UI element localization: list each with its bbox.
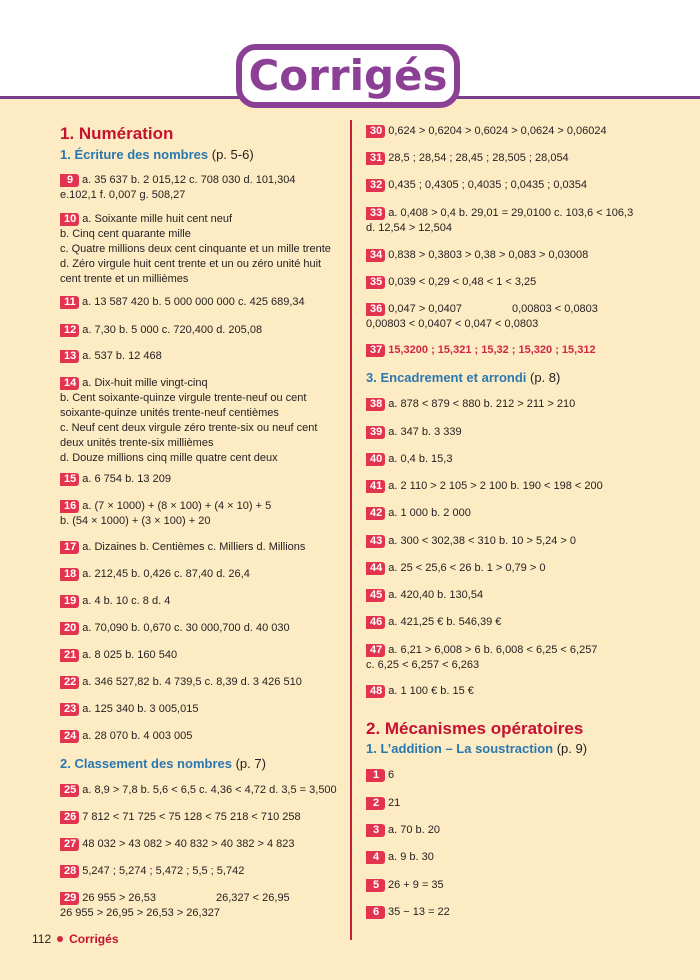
exercise-44 xyxy=(366,561,545,576)
exercise-number: 9 xyxy=(60,174,79,187)
exercise-10 xyxy=(60,212,331,287)
answer-line: a. 70,090 b. 0,670 c. 30 000,700 d. 40 030 xyxy=(82,622,290,634)
exercise-number: 2 xyxy=(366,797,385,810)
exercise-number: 29 xyxy=(60,892,79,905)
exercise-number: 24 xyxy=(60,730,79,743)
exercise-46 xyxy=(366,615,501,630)
exercise-number: 16 xyxy=(60,500,79,513)
exercise-38 xyxy=(366,397,575,412)
answer-line: d. Zéro virgule huit cent trente et un ou zéro unité huit xyxy=(60,258,322,270)
answer-line: a. 300 < 302,38 < 310 b. 10 > 5,24 > 0 xyxy=(388,535,577,547)
answer-line: 15,3200 ; 15,321 ; 15,32 ; 15,320 ; 15,312 xyxy=(388,344,596,356)
subheading-ecriture xyxy=(60,147,254,162)
subheading-title: 2. Classement des nombres xyxy=(60,756,232,771)
exercise-number: 38 xyxy=(366,398,385,411)
subheading-title: 1. L’addition – La soustraction xyxy=(366,741,554,756)
exercise-33 xyxy=(366,206,633,236)
subheading-pages: (p. 7) xyxy=(235,756,266,771)
answer-line: a. 1 000 b. 2 000 xyxy=(388,507,471,519)
answer-line: 26 955 > 26,95 > 26,53 > 26,327 xyxy=(60,907,220,919)
answer-line: a. 2 110 > 2 105 > 2 100 b. 190 < 198 < 200 xyxy=(388,480,603,492)
exercise-number: 17 xyxy=(60,541,79,554)
answer-line: c. Quatre millions deux cent cinquante et un mille trente xyxy=(60,243,331,255)
answer-line: a. 6 754 b. 13 209 xyxy=(82,473,171,485)
answer-line: a. 125 340 b. 3 005,015 xyxy=(82,703,199,715)
answer-line: 0,00803 < 0,0803 xyxy=(511,303,598,315)
exercise-number: 1 xyxy=(366,769,385,782)
subheading-encadrement xyxy=(366,370,560,385)
exercise-number: 11 xyxy=(60,296,79,309)
answer-line: a. 347 b. 3 339 xyxy=(388,426,462,438)
exercise-number: 25 xyxy=(60,784,79,797)
exercise-number: 10 xyxy=(60,213,79,226)
exercise-37 xyxy=(366,343,596,358)
exercise-24 xyxy=(60,729,192,744)
exercise-14 xyxy=(60,376,317,466)
answer-line: c. Neuf cent deux virgule zéro trente-six ou neuf cent xyxy=(60,422,318,434)
exercise-26 xyxy=(60,810,301,825)
exercise-number: 35 xyxy=(366,276,385,289)
answer-line: a. 35 637 b. 2 015,12 c. 708 030 d. 101,304 xyxy=(82,174,296,186)
exercise-number: 42 xyxy=(366,507,385,520)
column-divider xyxy=(350,120,352,940)
answer-line: a. 7,30 b. 5 000 c. 720,400 d. 205,08 xyxy=(82,324,263,336)
exercise-number: 26 xyxy=(60,811,79,824)
exercise-number: 32 xyxy=(366,179,385,192)
answer-line: cent trente et un millièmes xyxy=(60,273,189,285)
exercise-40 xyxy=(366,452,452,467)
exercise-30 xyxy=(366,124,607,139)
subheading-pages: (p. 9) xyxy=(556,741,588,756)
exercise-number: 41 xyxy=(366,480,385,493)
exercise-39 xyxy=(366,425,462,440)
exercise-number: 13 xyxy=(60,350,79,363)
exercise-16 xyxy=(60,499,271,529)
answer-line: e.102,1 f. 0,007 g. 508,27 xyxy=(60,189,186,201)
answer-line: a. 0,408 > 0,4 b. 29,01 = 29,0100 c. 103,6 < 106,3 xyxy=(388,207,634,219)
exercise-19 xyxy=(60,594,170,609)
answer-line: 26,327 < 26,95 xyxy=(215,892,290,904)
answer-line: 0,047 > 0,0407 xyxy=(388,303,462,315)
answer-line: a. 13 587 420 b. 5 000 000 000 c. 425 689,34 xyxy=(82,296,305,308)
page-footer xyxy=(32,932,119,946)
answer-line: a. 4 b. 10 c. 8 d. 4 xyxy=(82,595,171,607)
answer-line: a. 421,25 € b. 546,39 € xyxy=(388,616,502,628)
bullet-icon xyxy=(57,936,63,942)
page-title: Corrigés xyxy=(248,51,448,100)
answer-line: b. (54 × 1000) + (3 × 100) + 20 xyxy=(60,515,211,527)
exercise-45 xyxy=(366,588,483,603)
exercise-number: 46 xyxy=(366,616,385,629)
operation-6 xyxy=(366,905,450,920)
answer-line: 0,838 > 0,3803 > 0,38 > 0,083 > 0,03008 xyxy=(388,249,589,261)
exercise-number: 20 xyxy=(60,622,79,635)
exercise-15 xyxy=(60,472,171,487)
exercise-number: 40 xyxy=(366,453,385,466)
answer-line: a. 70 b. 20 xyxy=(388,824,440,836)
exercise-number: 14 xyxy=(60,377,79,390)
subheading-pages: (p. 5-6) xyxy=(211,147,254,162)
exercise-29 xyxy=(60,891,290,921)
answer-line: a. 346 527,82 b. 4 739,5 c. 8,39 d. 3 426 510 xyxy=(82,676,302,688)
exercise-number: 19 xyxy=(60,595,79,608)
exercise-35 xyxy=(366,275,536,290)
subheading-classement xyxy=(60,756,266,771)
subheading-pages: (p. 8) xyxy=(530,370,561,385)
exercise-12 xyxy=(60,323,262,338)
exercise-42 xyxy=(366,506,471,521)
exercise-number: 33 xyxy=(366,207,385,220)
answer-line: a. 420,40 b. 130,54 xyxy=(388,589,484,601)
exercise-number: 5 xyxy=(366,879,385,892)
exercise-number: 37 xyxy=(366,344,385,357)
exercise-48 xyxy=(366,684,474,699)
answer-line: 5,247 ; 5,274 ; 5,472 ; 5,5 ; 5,742 xyxy=(82,865,245,877)
exercise-21 xyxy=(60,648,177,663)
exercise-number: 31 xyxy=(366,152,385,165)
answer-line: 35 − 13 = 22 xyxy=(388,906,450,918)
exercise-27 xyxy=(60,837,295,852)
operation-5 xyxy=(366,878,444,893)
exercise-11 xyxy=(60,295,305,310)
subheading-addition xyxy=(366,741,587,756)
section-heading-numeration: 1. Numération xyxy=(60,124,174,143)
answer-line: a. Soixante mille huit cent neuf xyxy=(82,213,233,225)
exercise-43 xyxy=(366,534,576,549)
answer-line: a. 537 b. 12 468 xyxy=(82,350,162,362)
exercise-31 xyxy=(366,151,569,166)
answer-line: 0,435 ; 0,4305 ; 0,4035 ; 0,0435 ; 0,0354 xyxy=(388,179,588,191)
answer-line: a. 9 b. 30 xyxy=(388,851,434,863)
exercise-28 xyxy=(60,864,244,879)
exercise-number: 45 xyxy=(366,589,385,602)
section-heading-mecanismes: 2. Mécanismes opératoires xyxy=(366,719,584,738)
page-number: 112 xyxy=(32,932,52,946)
exercise-number: 12 xyxy=(60,324,79,337)
answer-line: d. 12,54 > 12,504 xyxy=(366,222,452,234)
answer-line: 0,00803 < 0,0407 < 0,047 < 0,0803 xyxy=(366,318,539,330)
exercise-number: 27 xyxy=(60,838,79,851)
exercise-number: 15 xyxy=(60,473,79,486)
exercise-number: 47 xyxy=(366,644,385,657)
answer-line: a. 878 < 879 < 880 b. 212 > 211 > 210 xyxy=(388,398,576,410)
exercise-25 xyxy=(60,783,337,798)
answer-line: 26 + 9 = 35 xyxy=(388,879,444,891)
answer-line: 7 812 < 71 725 < 75 128 < 75 218 < 710 258 xyxy=(82,811,301,823)
answer-line: 28,5 ; 28,54 ; 28,45 ; 28,505 ; 28,054 xyxy=(388,152,569,164)
answer-line: 21 xyxy=(388,797,401,809)
exercise-13 xyxy=(60,349,162,364)
operation-1 xyxy=(366,768,394,783)
subheading-title: 1. Écriture des nombres xyxy=(60,147,209,162)
exercise-number: 44 xyxy=(366,562,385,575)
exercise-number: 43 xyxy=(366,535,385,548)
answer-line: deux unités trente-six millièmes xyxy=(60,437,214,449)
exercise-36 xyxy=(366,302,598,332)
answer-line: a. 0,4 b. 15,3 xyxy=(388,453,453,465)
exercise-number: 21 xyxy=(60,649,79,662)
answer-line: a. 25 < 25,6 < 26 b. 1 > 0,79 > 0 xyxy=(388,562,546,574)
exercise-number: 22 xyxy=(60,676,79,689)
answer-line: b. Cinq cent quarante mille xyxy=(60,228,191,240)
exercise-22 xyxy=(60,675,302,690)
answer-line: a. 1 100 € b. 15 € xyxy=(388,685,474,697)
answer-line: d. Douze millions cinq mille quatre cent deux xyxy=(60,452,278,464)
footer-label: Corrigés xyxy=(69,932,119,946)
exercise-34 xyxy=(366,248,588,263)
exercise-32 xyxy=(366,178,587,193)
answer-line: a. 212,45 b. 0,426 c. 87,40 d. 26,4 xyxy=(82,568,250,580)
exercise-number: 6 xyxy=(366,906,385,919)
exercise-41 xyxy=(366,479,603,494)
operation-2 xyxy=(366,796,400,811)
exercise-number: 34 xyxy=(366,249,385,262)
exercise-9 xyxy=(60,173,295,203)
answer-line: a. (7 × 1000) + (8 × 100) + (4 × 10) + 5 xyxy=(82,500,272,512)
exercise-number: 28 xyxy=(60,865,79,878)
answer-line: 6 xyxy=(388,769,395,781)
exercise-number: 48 xyxy=(366,685,385,698)
answer-line: a. 28 070 b. 4 003 005 xyxy=(82,730,193,742)
title-frame xyxy=(236,44,460,108)
subheading-title: 3. Encadrement et arrondi xyxy=(366,370,527,385)
answer-line: soixante-quinze unités trente-neuf centièmes xyxy=(60,407,279,419)
exercise-number: 39 xyxy=(366,426,385,439)
operation-3 xyxy=(366,823,440,838)
exercise-number: 30 xyxy=(366,125,385,138)
exercise-23 xyxy=(60,702,198,717)
answer-line: a. Dix-huit mille vingt-cinq xyxy=(82,377,208,389)
answer-line: a. 8,9 > 7,8 b. 5,6 < 6,5 c. 4,36 < 4,72 d. 3,5 = 3,500 xyxy=(82,784,337,796)
answer-line: a. Dizaines b. Centièmes c. Milliers d. Millions xyxy=(82,541,306,553)
answer-line: 0,039 < 0,29 < 0,48 < 1 < 3,25 xyxy=(388,276,537,288)
exercise-number: 4 xyxy=(366,851,385,864)
answer-line: 48 032 > 43 082 > 40 832 > 40 382 > 4 823 xyxy=(82,838,295,850)
exercise-number: 18 xyxy=(60,568,79,581)
exercise-number: 23 xyxy=(60,703,79,716)
exercise-number: 36 xyxy=(366,303,385,316)
answer-line: 26 955 > 26,53 xyxy=(82,892,156,904)
answer-line: a. 6,21 > 6,008 > 6 b. 6,008 < 6,25 < 6,257 xyxy=(388,644,598,656)
answer-line: a. 8 025 b. 160 540 xyxy=(82,649,178,661)
exercise-47 xyxy=(366,643,597,673)
answer-line: b. Cent soixante-quinze virgule trente-neuf ou cent xyxy=(60,392,307,404)
exercise-number: 3 xyxy=(366,824,385,837)
operation-4 xyxy=(366,850,434,865)
exercise-20 xyxy=(60,621,290,636)
answer-line: 0,624 > 0,6204 > 0,6024 > 0,0624 > 0,06024 xyxy=(388,125,607,137)
answer-line: c. 6,25 < 6,257 < 6,263 xyxy=(366,659,480,671)
exercise-17 xyxy=(60,540,305,555)
exercise-18 xyxy=(60,567,250,582)
